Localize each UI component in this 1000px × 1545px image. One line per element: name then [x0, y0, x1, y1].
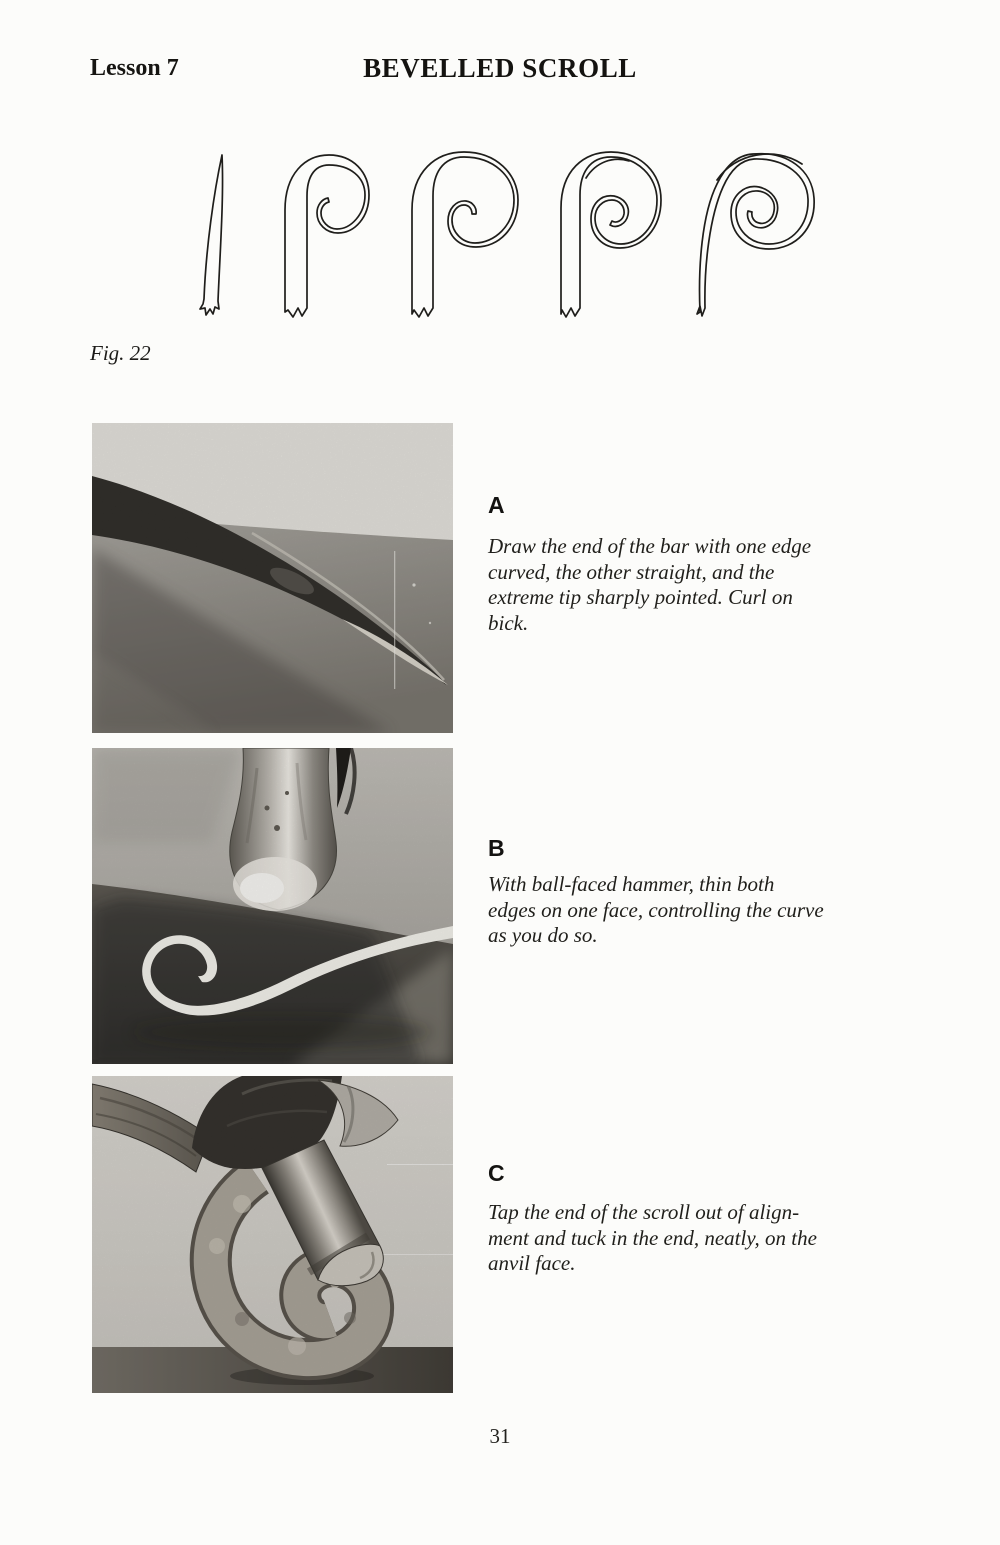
caption-line: as you do so. [488, 923, 598, 947]
figure-caption: Fig. 22 [90, 341, 151, 365]
caption-line: edges on one face, controlling the curve [488, 897, 824, 922]
caption-line: Tap the end of the scroll out of align- [488, 1200, 800, 1224]
photo-step-a [92, 423, 453, 733]
photo-step-b [92, 748, 453, 1064]
caption-line: curved, the other straight, and the [488, 559, 775, 584]
scroll-stage-3-drawing [402, 148, 528, 324]
caption-line: Draw the end of the bar with one edge [488, 534, 812, 558]
caption-line: With ball-faced hammer, thin both [488, 872, 775, 896]
photo-c-image [92, 1076, 453, 1393]
photo-a-image [92, 423, 453, 733]
scroll-stage-2-drawing [271, 150, 381, 322]
step-b-label: B [488, 835, 505, 861]
step-c-label: C [488, 1160, 505, 1186]
caption-line: ment and tuck in the end, neatly, on the [488, 1225, 817, 1250]
photo-step-c [92, 1076, 453, 1393]
step-c-caption [488, 1200, 817, 1277]
step-a-label: A [488, 492, 505, 518]
scroll-stage-4-drawing [553, 148, 671, 324]
scroll-stage-1-drawing [193, 152, 235, 322]
page-title: BEVELLED SCROLL [363, 53, 637, 83]
page-number: 31 [489, 1424, 511, 1448]
photo-b-image [92, 748, 453, 1064]
caption-line: extreme tip sharply pointed. Curl on [488, 585, 793, 609]
scroll-stage-5-drawing [690, 148, 830, 324]
step-b-caption [488, 872, 824, 949]
lesson-number: Lesson 7 [90, 55, 179, 81]
caption-line: bick. [488, 610, 529, 635]
caption-line: anvil face. [488, 1251, 576, 1275]
step-a-caption [488, 534, 811, 636]
